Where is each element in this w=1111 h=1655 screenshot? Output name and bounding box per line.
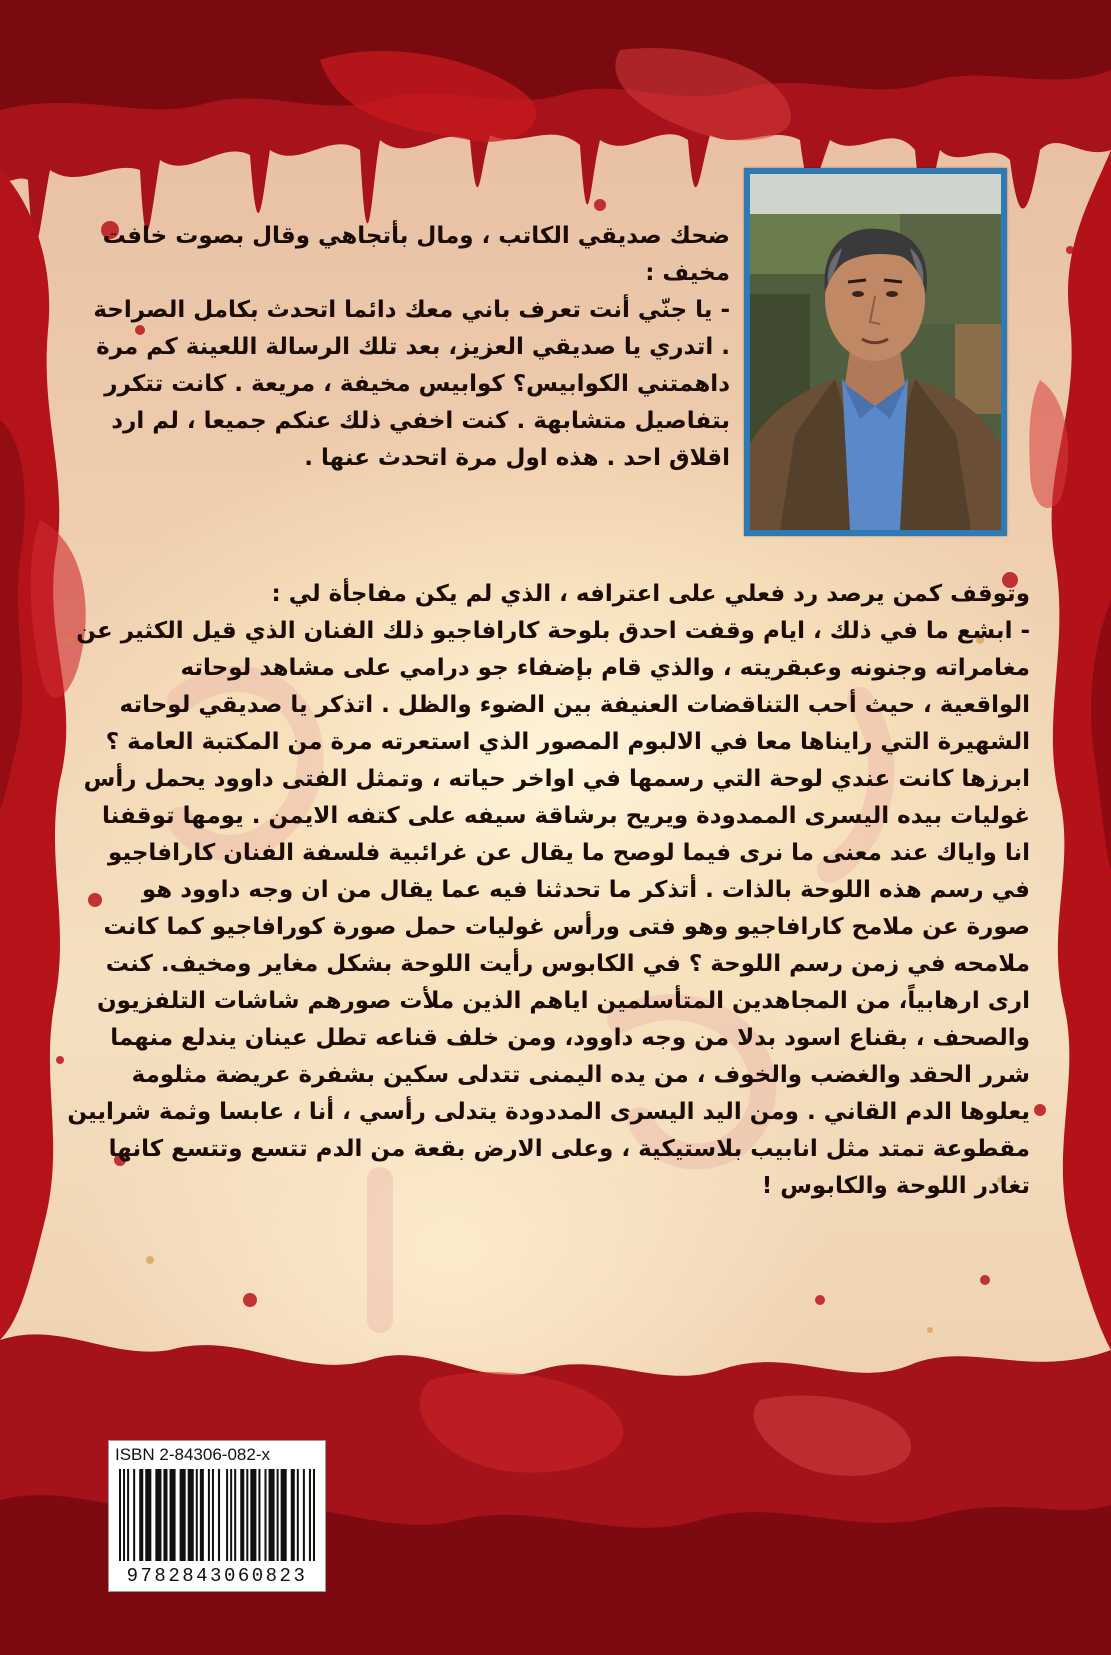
barcode-bar [297,1469,299,1561]
text-line: ضحك صديقي الكاتب ، ومال بأتجاهي وقال بصوت خافت [102,223,730,249]
barcode-bar [309,1469,311,1561]
text-line: ملامحه في زمن رسم اللوحة ؟ في الكابوس رأيت اللوحة بشكل مغاير ومخيف. كنت [105,951,1030,977]
text-line: مخيف : [645,260,730,286]
barcode-bar [180,1469,186,1561]
barcode-bar [218,1469,220,1561]
barcode-bar [170,1469,176,1561]
barcode-bar [250,1469,256,1561]
barcode-bar [212,1469,214,1561]
text-line: - يا جنّي أنت تعرف باني معك دائما اتحدث بكامل الصراحة [93,297,730,323]
barcode-bar [230,1469,232,1561]
barcode-bar [303,1469,305,1561]
barcode-bar [145,1469,151,1561]
text-line: ارى ارهابياً، من المجاهدين المتأسلمين اياهم الذين ملأت صورهم شاشات التلفزيون [97,988,1030,1014]
paragraph-two [40,576,1030,1205]
text-line: مغامراته وجنونه وعبقريته ، والذي قام بإضفاء جو درامي على مشاهد لوحاته [180,655,1030,681]
barcode-bar [234,1469,236,1561]
barcode-bar [258,1469,260,1561]
barcode-bar [313,1469,315,1561]
barcode-bar [240,1469,244,1561]
text-line: يعلوها الدم القاني . ومن اليد اليسرى المددودة يتدلى رأسي ، أنا ، عابسا وثمة شرايين [67,1099,1030,1125]
text-line: في رسم هذه اللوحة بالذات . أتذكر ما تحدثنا فيه عما يقال من ان وجه داوود هو [141,877,1030,903]
barcode-bar [226,1469,228,1561]
barcode-bar [163,1469,167,1561]
barcode-bar [200,1469,204,1561]
barcode-bar [139,1469,143,1561]
text-line: داهمتني الكوابيس؟ كوابيس مخيفة ، مريعة . كانت تتكرر [104,371,730,397]
text-line: بتفاصيل متشابهة . كنت اخفي ذلك عنكم جميعا ، لم ارد [111,408,730,434]
text-line: انا واياك عند معنى ما نرى فيما لوصح ما يقال عن غرائبية فلسفة الفنان كارافاجيو [108,840,1030,866]
barcode-bar [246,1469,248,1561]
barcode-bar [155,1469,161,1561]
barcode-bar [123,1469,125,1561]
author-portrait-icon [750,174,1001,530]
barcode-bar [188,1469,194,1561]
text-line: صورة عن ملامح كارافاجيو وهو فتى ورأس غوليات حمل صورة كورافاجيو كما كانت [103,914,1030,940]
barcode-bar [264,1469,266,1561]
text-line: والصحف ، بقناع اسود بدلا من وجه داوود، ومن خلف قناعه تطل عينان يندلع منهما [110,1025,1030,1051]
barcode-bar [127,1469,129,1561]
barcode-bar [196,1469,198,1561]
author-photo-frame [744,168,1007,536]
barcode-bar [119,1469,121,1561]
text-line: الشهيرة التي رايناها معا في الالبوم المصور الذي استعرته مرة من المكتبة العامة ؟ [105,729,1030,755]
barcode-bar [133,1469,135,1561]
barcode-icon [117,1469,317,1561]
barcode-bar [281,1469,287,1561]
text-line: . اتدري يا صديقي العزيز، بعد تلك الرسالة اللعينة كم مرة [96,334,730,360]
text-line: وتوقف كمن يرصد رد فعلي على اعترافه ، الذي لم يكن مفاجأة لي : [271,581,1030,607]
text-line: غوليات بيده اليسرى الممدودة ويريح برشاقة سيفه على كتفه الايمن . يومها توقفنا [101,803,1030,829]
barcode-bar [277,1469,279,1561]
ean-digits: 9782843060823 [126,1565,308,1587]
text-line: - ابشع ما في ذلك ، ايام وقفت احدق بلوحة كارافاجيو ذلك الفنان الذي قيل الكثير عن [76,618,1030,644]
text-line: شرر الحقد والغضب والخوف ، من يده اليمنى تتدلى سكين بشفرة عريضة مثلومة [131,1062,1030,1088]
text-line: مقطوعة تمتد مثل انابيب بلاستيكية ، وعلى الارض بقعة من الدم تتسع وتتسع كانها [108,1136,1030,1162]
isbn-barcode-box [108,1440,326,1592]
text-line: ابرزها كانت عندي لوحة التي رسمها في اواخر حياته ، وتمثل الفتى داوود يحمل رأس [83,766,1030,792]
barcode-bar [208,1469,210,1561]
isbn-label: ISBN 2-84306-082-x [115,1445,270,1464]
barcode-bar [291,1469,295,1561]
barcode-bar [269,1469,275,1561]
text-line: اقلاق احد . هذه اول مرة اتحدث عنها . [304,445,730,471]
text-line: الواقعية ، حيث أحب التناقضات العنيفة بين الضوء والظل . اتذكر يا صديقي لوحاته [119,692,1030,718]
text-line: تغادر اللوحة والكابوس ! [761,1173,1030,1199]
paragraph-one [40,218,730,477]
